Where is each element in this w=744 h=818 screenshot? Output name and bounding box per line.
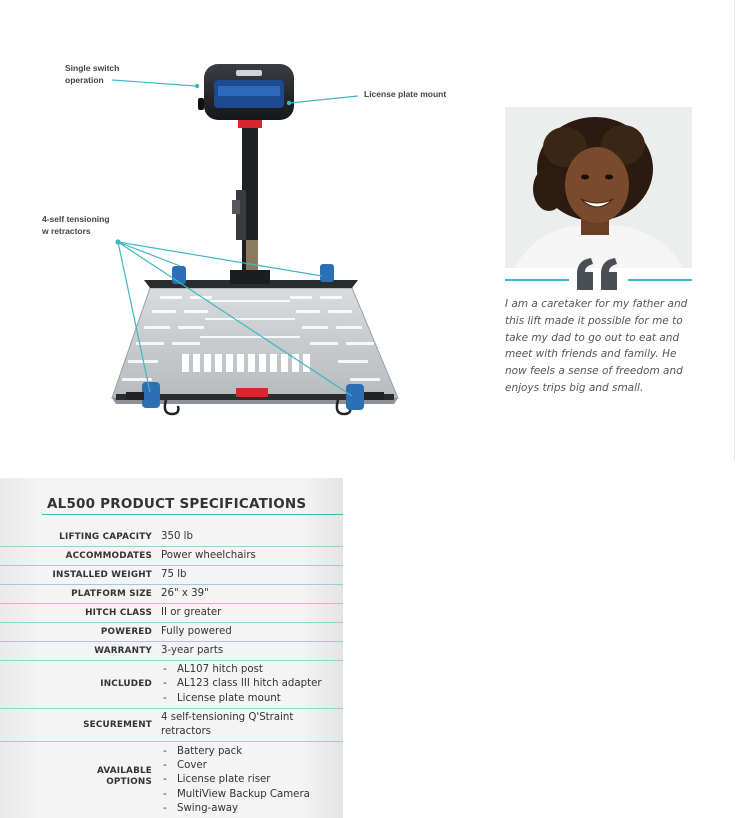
spec-value: 3-year parts xyxy=(161,644,224,656)
spec-title-rule xyxy=(42,514,343,515)
reflector xyxy=(236,388,268,397)
page-edge-divider xyxy=(734,0,735,460)
spec-value: 350 lb xyxy=(161,530,193,542)
quote-rule-right xyxy=(628,279,692,281)
spec-value: II or greater xyxy=(161,606,222,618)
spec-row-included xyxy=(0,661,343,709)
spec-value xyxy=(158,742,343,818)
spec-value: 75 lb xyxy=(161,568,187,580)
switch-icon xyxy=(198,98,204,110)
spec-row-options xyxy=(0,742,343,818)
quote-rule-left xyxy=(505,279,569,281)
spec-row xyxy=(0,566,343,585)
spec-row xyxy=(0,604,343,623)
spec-label: SECUREMENT xyxy=(83,719,152,730)
quote-icon xyxy=(573,256,625,292)
customer-photo xyxy=(505,107,692,268)
spec-value: 26" x 39" xyxy=(161,587,209,599)
included-list xyxy=(161,663,343,706)
list-item: - MultiView Backup Camera xyxy=(161,788,343,802)
list-item: - AL123 class III hitch adapter xyxy=(161,677,343,691)
spec-row-securement xyxy=(0,709,343,742)
testimonial-text: I am a caretaker for my father and this lift made it possible for me to take my dad to go out to eat and meet with friends and family. He now feels a sense of freedom and enjoys trips big and small. xyxy=(505,298,688,394)
spec-label: PLATFORM SIZE xyxy=(71,588,152,599)
spec-row xyxy=(0,623,343,642)
spec-row xyxy=(0,547,343,566)
license-plate-box xyxy=(198,64,294,120)
spec-value xyxy=(158,661,343,708)
lift-mast xyxy=(232,118,262,270)
list-item: - AL107 hitch post xyxy=(161,663,343,677)
spec-row xyxy=(0,642,343,661)
list-item: - Cover xyxy=(161,759,343,773)
spec-row xyxy=(0,528,343,547)
spec-row xyxy=(0,585,343,604)
spec-label: AVAILABLE OPTIONS xyxy=(96,766,152,787)
spec-label: INSTALLED WEIGHT xyxy=(52,569,152,580)
callout-single-switch: Single switch operation xyxy=(65,63,120,85)
spec-title: AL500 PRODUCT SPECIFICATIONS xyxy=(47,496,307,512)
product-illustration xyxy=(0,0,470,460)
spec-label: POWERED xyxy=(100,626,152,637)
spec-label: LIFTING CAPACITY xyxy=(59,531,152,542)
quote-divider xyxy=(505,256,692,292)
options-list xyxy=(161,745,343,816)
spec-value: 4 self-tensioning Q'Straint retractors xyxy=(161,711,294,737)
spec-value: Fully powered xyxy=(161,625,232,637)
callout-license-plate: License plate mount xyxy=(364,89,447,99)
list-item: - Battery pack xyxy=(161,745,343,759)
spec-label: INCLUDED xyxy=(100,679,152,689)
list-item: - License plate mount xyxy=(161,692,343,706)
portrait-illustration xyxy=(505,107,692,268)
spec-label: WARRANTY xyxy=(94,645,152,656)
spec-label: HITCH CLASS xyxy=(85,607,152,618)
spec-value: Power wheelchairs xyxy=(161,549,256,561)
callout-retractors: 4-self tensioning w retractors xyxy=(42,214,110,236)
spec-table xyxy=(0,528,343,818)
list-item: - Swing-away xyxy=(161,802,343,816)
spec-label: ACCOMMODATES xyxy=(65,550,152,561)
list-item: - License plate riser xyxy=(161,773,343,787)
